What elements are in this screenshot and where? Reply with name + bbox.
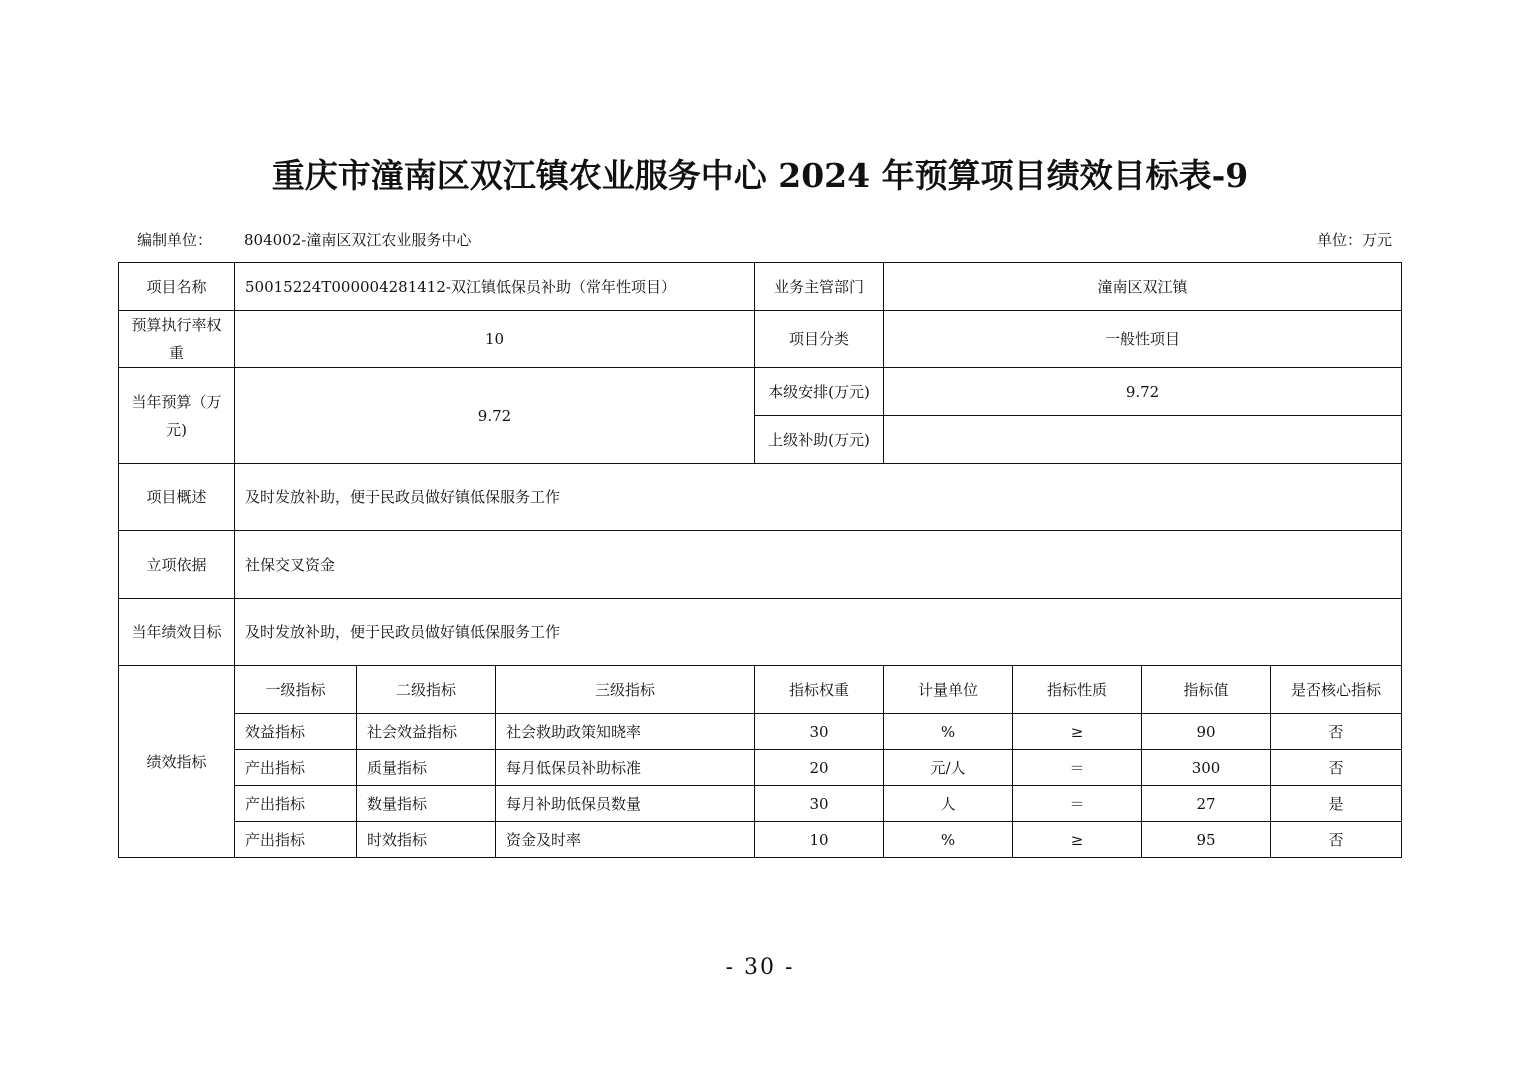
category-value: 一般性项目 <box>884 311 1402 368</box>
table-cell: 产出指标 <box>235 750 357 786</box>
row-goal <box>119 599 1402 666</box>
category-label: 项目分类 <box>755 311 884 368</box>
upper-label: 上级补助(万元) <box>755 416 884 464</box>
page-title: 重庆市潼南区双江镇农业服务中心 2024 年预算项目绩效目标表-9 <box>271 156 1249 195</box>
overview-value: 及时发放补助，便于民政员做好镇低保服务工作 <box>235 464 1402 531</box>
table-cell: 20 <box>755 750 884 786</box>
project-name-label: 项目名称 <box>119 263 235 311</box>
table-cell: 27 <box>1142 786 1271 822</box>
table-cell: 质量指标 <box>357 750 496 786</box>
indicators-label: 绩效指标 <box>119 666 235 858</box>
local-label: 本级安排(万元) <box>755 368 884 416</box>
table-cell: 社会救助政策知晓率 <box>496 714 755 750</box>
column-header: 指标权重 <box>755 666 884 714</box>
table-cell: ＝ <box>1013 750 1142 786</box>
unit-label: 编制单位： <box>137 231 213 249</box>
table-row <box>119 750 1402 786</box>
overview-label: 项目概述 <box>119 464 235 531</box>
table-cell: % <box>884 822 1013 858</box>
dept-label: 业务主管部门 <box>755 263 884 311</box>
table-row <box>119 714 1402 750</box>
table-row <box>119 822 1402 858</box>
project-name-value: 50015224T000004281412-双江镇低保员补助（常年性项目） <box>235 263 755 311</box>
table-cell: 产出指标 <box>235 786 357 822</box>
row-overview <box>119 464 1402 531</box>
performance-table <box>118 262 1402 858</box>
table-cell: 95 <box>1142 822 1271 858</box>
table-cell: 30 <box>755 714 884 750</box>
table-cell: 300 <box>1142 750 1271 786</box>
upper-value <box>884 416 1402 464</box>
goal-label: 当年绩效目标 <box>119 599 235 666</box>
table-row <box>119 786 1402 822</box>
column-header: 三级指标 <box>496 666 755 714</box>
table-cell: 否 <box>1271 750 1402 786</box>
indicator-header-row <box>119 666 1402 714</box>
page-number: - 30 - <box>725 955 795 980</box>
table-cell: 否 <box>1271 714 1402 750</box>
table-cell: 人 <box>884 786 1013 822</box>
table-cell: 每月补助低保员数量 <box>496 786 755 822</box>
currency-unit: 单位：万元 <box>1316 231 1392 249</box>
table-cell: 产出指标 <box>235 822 357 858</box>
table-cell: 否 <box>1271 822 1402 858</box>
table-cell: 效益指标 <box>235 714 357 750</box>
row-rate <box>119 311 1402 368</box>
rate-value: 10 <box>235 311 755 368</box>
unit-value: 804002-潼南区双江农业服务中心 <box>244 231 472 249</box>
table-cell: 时效指标 <box>357 822 496 858</box>
goal-value: 及时发放补助，便于民政员做好镇低保服务工作 <box>235 599 1402 666</box>
table-cell: 元/人 <box>884 750 1013 786</box>
row-project-name <box>119 263 1402 311</box>
column-header: 计量单位 <box>884 666 1013 714</box>
table-cell: % <box>884 714 1013 750</box>
table-cell: ≥ <box>1013 714 1142 750</box>
column-header: 是否核心指标 <box>1271 666 1402 714</box>
table-cell: 10 <box>755 822 884 858</box>
table-cell: 社会效益指标 <box>357 714 496 750</box>
table-cell: 数量指标 <box>357 786 496 822</box>
local-value: 9.72 <box>884 368 1402 416</box>
table-cell: 每月低保员补助标准 <box>496 750 755 786</box>
table-cell: ≥ <box>1013 822 1142 858</box>
basis-label: 立项依据 <box>119 531 235 599</box>
column-header: 指标值 <box>1142 666 1271 714</box>
budget-label: 当年预算（万元) <box>119 368 235 464</box>
column-header: 一级指标 <box>235 666 357 714</box>
basis-value: 社保交叉资金 <box>235 531 1402 599</box>
rate-label: 预算执行率权重 <box>119 311 235 368</box>
table-cell: 是 <box>1271 786 1402 822</box>
budget-value: 9.72 <box>235 368 755 464</box>
column-header: 指标性质 <box>1013 666 1142 714</box>
row-budget-local <box>119 368 1402 416</box>
column-header: 二级指标 <box>357 666 496 714</box>
table-cell: 30 <box>755 786 884 822</box>
table-cell: 资金及时率 <box>496 822 755 858</box>
dept-value: 潼南区双江镇 <box>884 263 1402 311</box>
table-cell: 90 <box>1142 714 1271 750</box>
row-basis <box>119 531 1402 599</box>
table-cell: ＝ <box>1013 786 1142 822</box>
